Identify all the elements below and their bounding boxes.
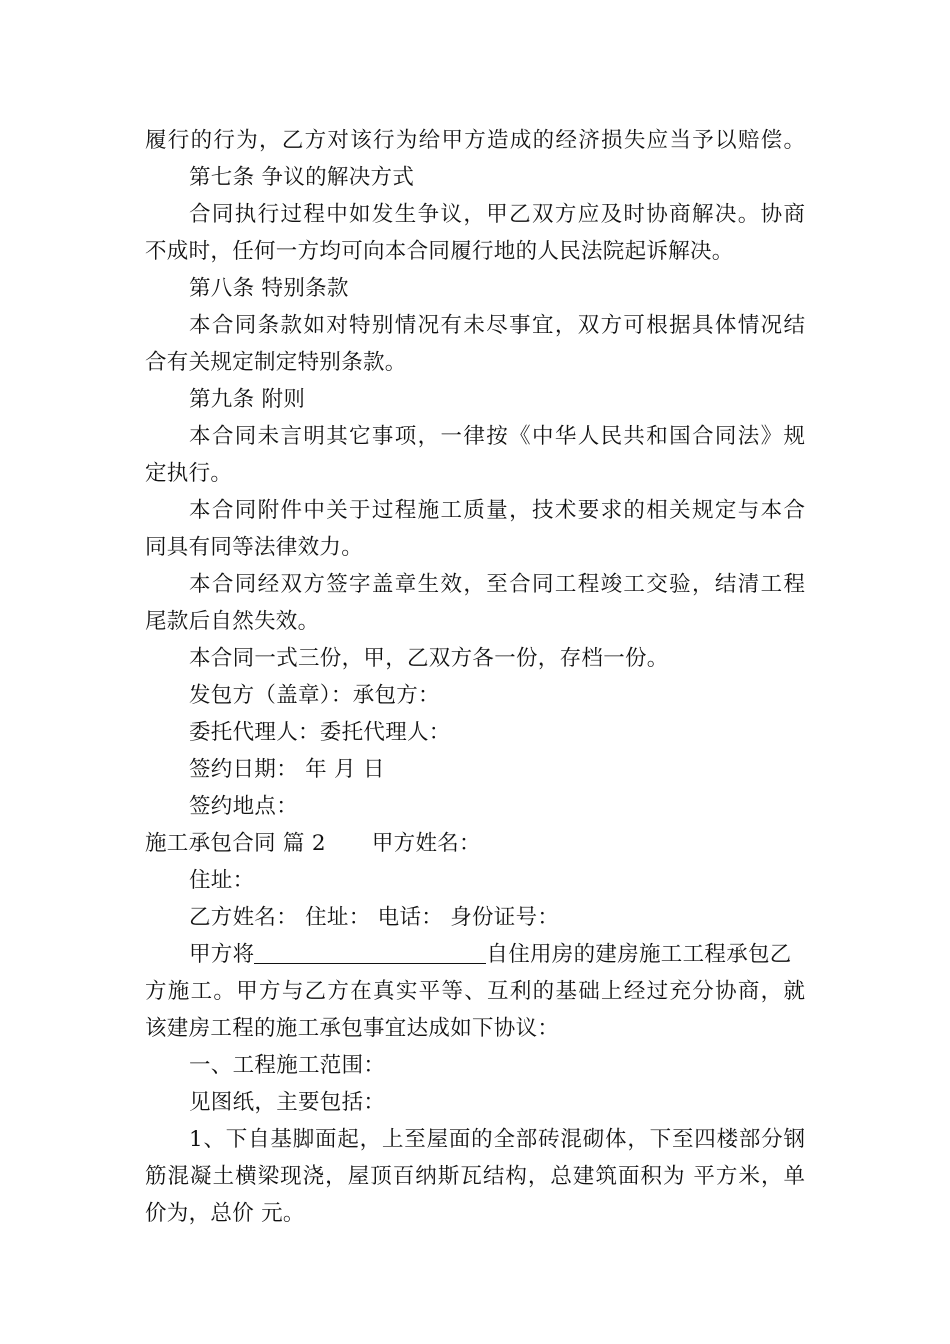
- contract-title: 施工承包合同 篇 2: [145, 831, 326, 856]
- text-line: 尾款后自然失效。: [145, 609, 320, 634]
- text-line: 本合同未言明其它事项，一律按《中华人民共和国合同法》规: [189, 424, 805, 449]
- signature-line: 发包方（盖章）：承包方：: [189, 683, 440, 708]
- text-line: 本合同经双方签字盖章生效，至合同工程竣工交验，结清工程: [189, 572, 805, 597]
- section-heading: 第八条 特别条款: [189, 276, 349, 301]
- text-line: 方施工。甲方与乙方在真实平等、互利的基础上经过充分协商，就: [145, 979, 805, 1004]
- fill-in-prefix: 甲方将: [189, 942, 255, 967]
- text-line: 住址：: [189, 868, 255, 893]
- text-line: 不成时，任何一方均可向本合同履行地的人民法院起诉解决。: [145, 239, 734, 264]
- section-heading: 第九条 附则: [189, 387, 306, 412]
- text-line: 合同执行过程中如发生争议，甲乙双方应及时协商解决。协商: [189, 202, 805, 227]
- text-line: 该建房工程的施工承包事宜达成如下协议：: [145, 1016, 560, 1041]
- text-line: 本合同附件中关于过程施工质量，技术要求的相关规定与本合: [189, 498, 805, 523]
- section-heading: 第七条 争议的解决方式: [189, 165, 415, 190]
- text-line: 合有关规定制定特别条款。: [145, 350, 407, 375]
- signature-line: 签约地点：: [189, 794, 299, 819]
- fill-in-blank: [254, 941, 486, 964]
- signature-line: 签约日期： 年 月 日: [189, 757, 385, 782]
- text-line: 同具有同等法律效力。: [145, 535, 364, 560]
- text-line: 定执行。: [145, 461, 233, 486]
- text-line: 见图纸，主要包括：: [189, 1090, 386, 1115]
- text-line: 乙方姓名： 住址： 电话： 身份证号：: [189, 905, 560, 930]
- text-line: 筋混凝土横梁现浇，屋顶百纳斯瓦结构，总建筑面积为 平方米，单: [145, 1164, 805, 1189]
- text-line: 本合同一式三份，甲，乙双方各一份，存档一份。: [189, 646, 669, 671]
- text-line: 本合同条款如对特别情况有未尽事宜，双方可根据具体情况结: [189, 313, 805, 338]
- signature-line: 委托代理人：委托代理人：: [189, 720, 451, 745]
- fill-in-line: [189, 937, 792, 968]
- text-line: 1、下自基脚面起，上至屋面的全部砖混砌体，下至四楼部分钢: [189, 1127, 805, 1152]
- text-line: 价为，总价 元。: [145, 1201, 305, 1226]
- fill-in-suffix: 自住用房的建房施工工程承包乙: [486, 942, 792, 967]
- party-a-name-label: 甲方姓名：: [371, 831, 481, 856]
- text-line: 履行的行为，乙方对该行为给甲方造成的经济损失应当予以赔偿。: [145, 128, 805, 153]
- section-heading: 一、工程施工范围：: [189, 1053, 386, 1078]
- contract-heading: [145, 826, 481, 857]
